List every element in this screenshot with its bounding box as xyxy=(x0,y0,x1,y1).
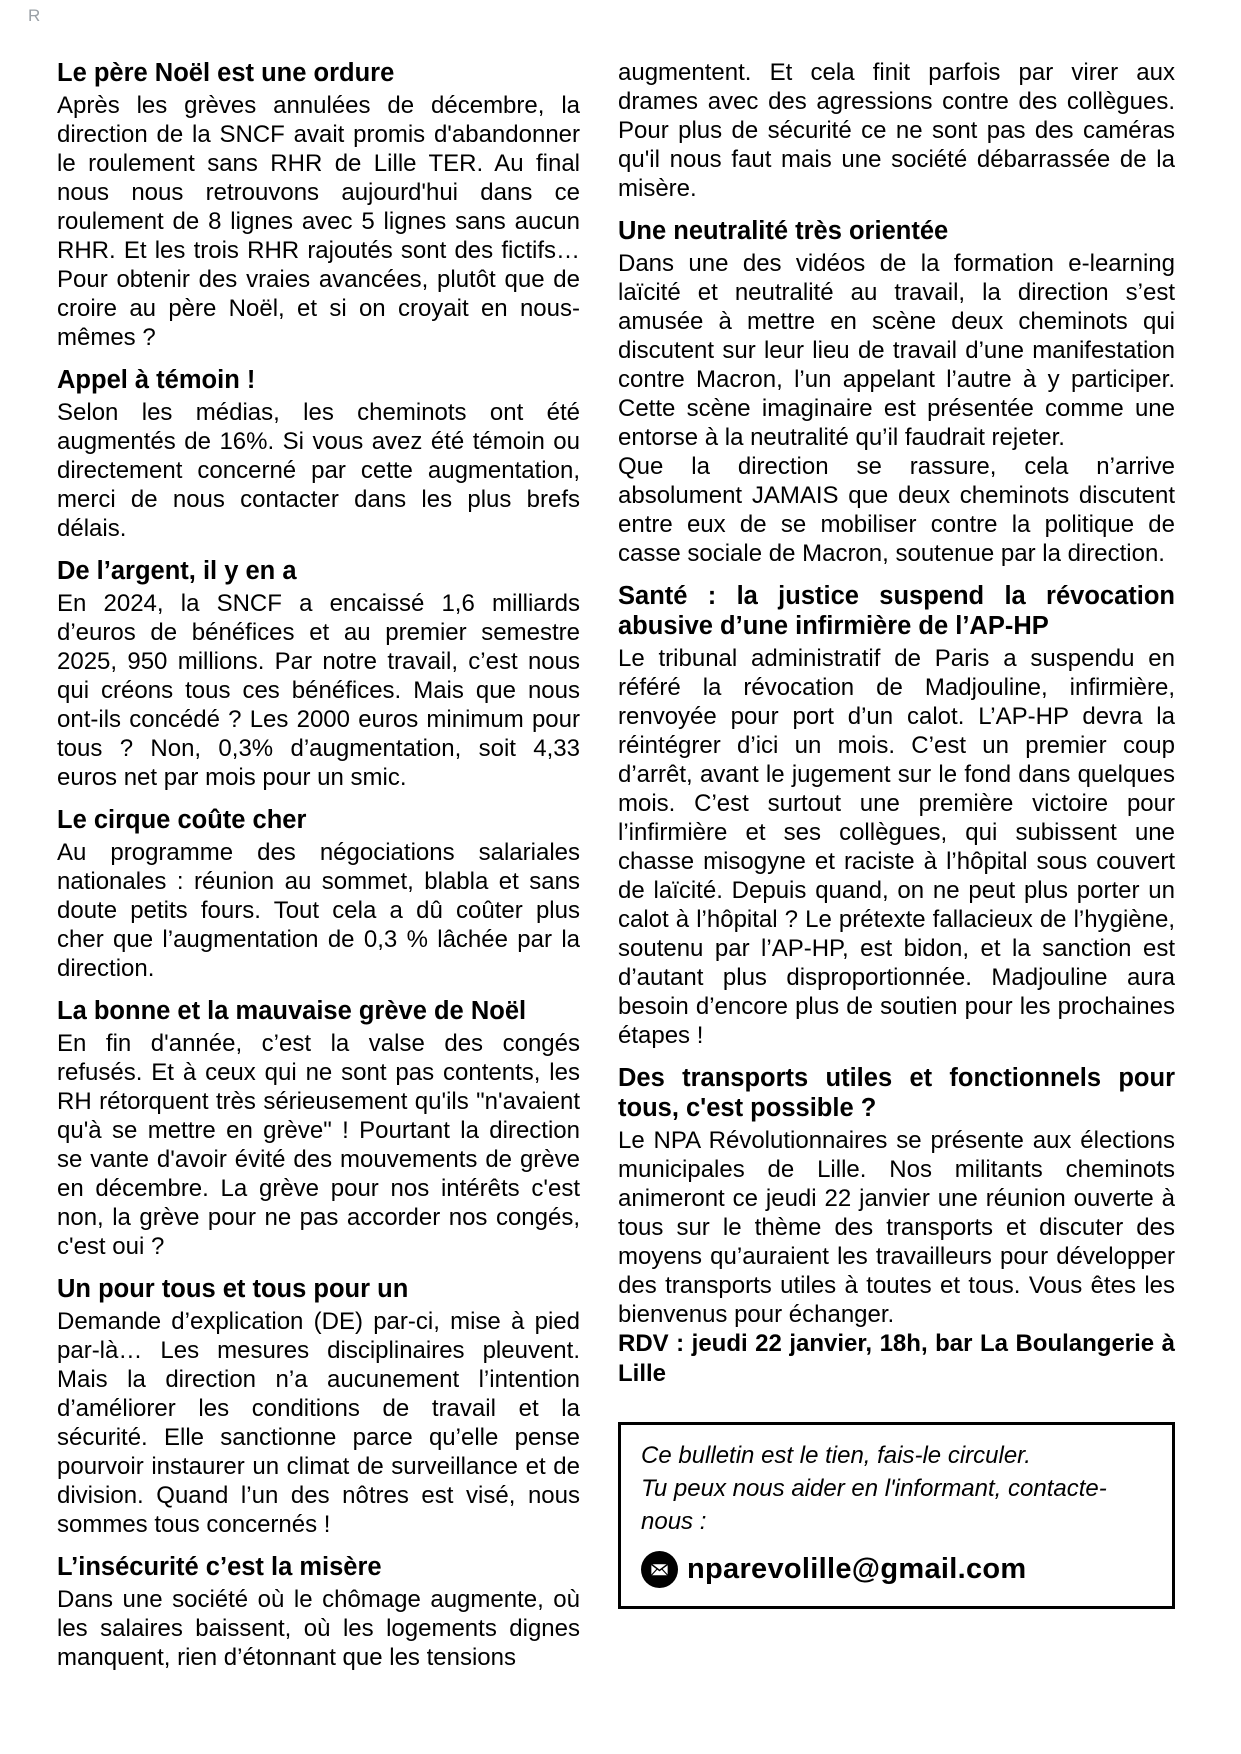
contact-box xyxy=(618,1422,1175,1609)
section-body: Au programme des négociations salariales nationales : réunion au sommet, blabla et sans doute petits fours. Tout cela a dû coûter plus cher que l’augmentation de 0,3 % lâchée par la direction. xyxy=(57,839,580,982)
envelope-icon xyxy=(641,1551,678,1588)
section-greve-noel xyxy=(57,996,580,1261)
section-heading: Appel à témoin ! xyxy=(57,366,256,394)
section-heading: Le cirque coûte cher xyxy=(57,806,307,834)
rdv-line: RDV : jeudi 22 janvier, 18h, bar La Boulangerie à Lille xyxy=(618,1330,1175,1387)
section-heading: Une neutralité très orientée xyxy=(618,217,949,245)
section-insecurite xyxy=(57,1552,580,1672)
section-neutralite xyxy=(618,216,1175,568)
section-body: Dans une des vidéos de la formation e-learning laïcité et neutralité au travail, la direction s’est amusée à mettre en scène deux cheminots qui discutent sur leur lieu de travail d’une manifestation contre Macron, l’un appelant l’autre à y participer. Cette scène imaginaire est présentée comme une entorse à la neutralité qu’il faudrait rejeter. xyxy=(618,250,1175,451)
section-body: Selon les médias, les cheminots ont été augmentés de 16%. Si vous avez été témoin ou directement concerné par cette augmentation, merci de nous contacter dans les plus brefs délais. xyxy=(57,399,580,542)
section-heading: De l’argent, il y en a xyxy=(57,557,297,585)
watermark-r: R xyxy=(28,6,41,25)
right-column xyxy=(618,58,1175,1672)
section-un-pour-tous xyxy=(57,1274,580,1539)
contact-box-line1: Ce bulletin est le tien, fais-le circuler. xyxy=(641,1442,1031,1469)
section-heading: Des transports utiles et fonctionnels pour tous, c'est possible ? xyxy=(618,1064,1175,1122)
section-body: Dans une société où le chômage augmente, où les salaires baissent, où les logements dignes manquent, rien d’étonnant que les tensions xyxy=(57,1586,580,1671)
section-body-2: Que la direction se rassure, cela n’arrive absolument JAMAIS que deux cheminots discutent entre eux de se mobiliser contre la politique de casse sociale de Macron, soutenue par la direction. xyxy=(618,453,1175,567)
email-row xyxy=(641,1551,1152,1588)
section-pere-noel xyxy=(57,58,580,352)
section-heading: L’insécurité c’est la misère xyxy=(57,1553,382,1581)
section-heading: La bonne et la mauvaise grève de Noël xyxy=(57,997,527,1025)
continuation-paragraph: augmentent. Et cela finit parfois par virer aux drames avec des agressions contre des collègues. Pour plus de sécurité ce ne sont pas des caméras qu'il nous faut mais une société débarrassée de la misère. xyxy=(618,59,1175,202)
section-cirque xyxy=(57,805,580,983)
section-body: Le tribunal administratif de Paris a suspendu en référé la révocation de Madjouline, infirmière, renvoyée pour port d’un calot. L’AP-HP devra la réintégrer d’ici un mois. C’est un premier coup d’arrêt, avant le jugement sur le fond dans quelques mois. C’est surtout une première victoire pour l’infirmière et ses collègues, qui subissent une chasse misogyne et raciste à l’hôpital sous couvert de laïcité. Depuis quand, on ne peut plus porter un calot à l’hôpital ? Le prétexte fallacieux de l’hygiène, soutenu par l’AP-HP, est bidon, et la sanction est d’autant plus disproportionnée. Madjouline aura besoin d’encore plus de soutien pour les prochaines étapes ! xyxy=(618,645,1175,1049)
section-transports xyxy=(618,1063,1175,1388)
section-body: Le NPA Révolutionnaires se présente aux élections municipales de Lille. Nos militants cheminots animeront ce jeudi 22 janvier une réunion ouverte à tous sur le thème des transports et discuter des moyens qu’auraient les travailleurs pour développer des transports utiles à toutes et tous. Vous êtes les bienvenus pour échanger. xyxy=(618,1127,1175,1328)
section-sante-infirmiere xyxy=(618,581,1175,1050)
section-body: En 2024, la SNCF a encaissé 1,6 milliards d’euros de bénéfices et au premier semestre 2025, 950 millions. Par notre travail, c’est nous qui créons tous ces bénéfices. Mais que nous ont-ils concédé ? Les 2000 euros minimum pour tous ? Non, 0,3% d’augmentation, soit 4,33 euros net par mois pour un smic. xyxy=(57,590,580,791)
section-body: Après les grèves annulées de décembre, la direction de la SNCF avait promis d'abandonner le roulement sans RHR de Lille TER. Au final nous nous retrouvons aujourd'hui dans ce roulement de 8 lignes avec 5 lignes sans aucun RHR. Et les trois RHR rajoutés sont des fictifs… Pour obtenir des vraies avancées, plutôt que de croire au père Noël, et si on croyait en nous-mêmes ? xyxy=(57,92,580,351)
contact-box-line2: Tu peux nous aider en l'informant, contacte-nous : xyxy=(641,1475,1107,1535)
section-heading: Un pour tous et tous pour un xyxy=(57,1275,409,1303)
section-body: En fin d'année, c’est la valse des congés refusés. Et à ceux qui ne sont pas contents, les RH rétorquent très sérieusement qu'ils "n'avaient qu'à se mettre en grève" ! Pourtant la direction se vante d'avoir évité des mouvements de grève en décembre. La grève pour nos intérêts c'est non, la grève pour ne pas accorder nos congés, c'est oui ? xyxy=(57,1030,580,1260)
contact-email: nparevolille@gmail.com xyxy=(687,1553,1027,1585)
section-appel-temoin xyxy=(57,365,580,543)
section-body: Demande d’explication (DE) par-ci, mise à pied par-là… Les mesures disciplinaires pleuvent. Mais la direction n’a aucunement l’intention d’améliorer les conditions de travail et la sécurité. Elle sanctionne parce qu’elle pense pourvoir instaurer un climat de surveillance et de division. Quand l’un des nôtres est visé, nous sommes tous concernés ! xyxy=(57,1308,580,1538)
section-heading: Santé : la justice suspend la révocation abusive d’une infirmière de l’AP-HP xyxy=(618,582,1175,640)
section-de-largent xyxy=(57,556,580,792)
section-heading: Le père Noël est une ordure xyxy=(57,59,395,87)
left-column xyxy=(57,58,580,1672)
